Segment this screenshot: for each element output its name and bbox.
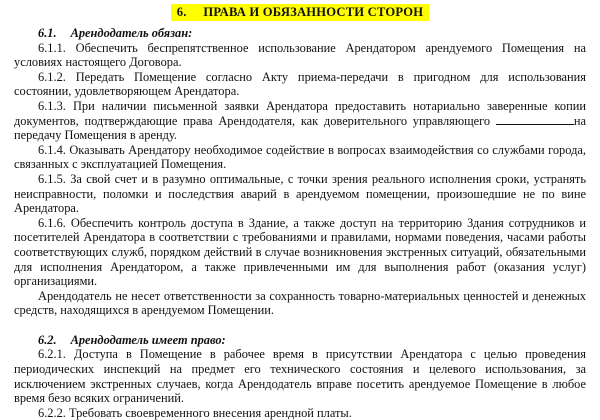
clause-6-1-4: 6.1.4. Оказывать Арендатору необходимое содействие в вопросах взаимодействия со службами города, связанных с эксплуатацией Помещения. <box>14 142 586 172</box>
section-6-2-heading-text: Арендодатель имеет право: <box>70 332 226 347</box>
clause-6-1-3-text-b: на передачу Помещения в аренду. <box>14 113 586 143</box>
clause-6-1-6: 6.1.6. Обеспечить контроль доступа в Здание, а также доступ на территорию Здания сотрудников и посетителей Арендатора в соответствии с требованиями и правилами, нормами поведения, часами работы соответствующих служб, порядком действий в случае возникновения экстренных ситуаций, обязательными для исполнения Арендатором, а также привлеченными им для выполнения работ (оказания услуг) организациями. <box>14 215 586 289</box>
clause-6-1-2: 6.1.2. Передать Помещение согласно Акту приема-передачи в пригодном для использования состоянии, удовлетворяющем Арендатора. <box>14 69 586 99</box>
clause-6-1-3-text-a: 6.1.3. При наличии письменной заявки Арендатора предоставить нотариально заверенные копии документов, подтверждающие права Арендодателя, как доверительного управляющего <box>14 98 586 128</box>
section-6-2-number: 6.2. <box>38 332 57 347</box>
clause-6-2-2: 6.2.2. Требовать своевременного внесения арендной платы. <box>38 405 352 420</box>
clause-6-2-1: 6.2.1. Доступа в Помещение в рабочее время в присутствии Арендатора с целью проведения периодических инспекций на предмет его технического состояния и целевого использования, за исключением экстренных случаев, когда Арендодатель вправе посетить арендуемое Помещение в любое время безо всяких ограничений. <box>14 347 586 406</box>
clause-6-1-5: 6.1.5. За свой счет и в разумно оптимальные, с точки зрения реального исполнения сроки, устранять неисправности, поломки и последствия аварий в арендуемом помещении, произошедшие не по вине Арендатора. <box>14 171 586 216</box>
blank-underline <box>496 114 574 125</box>
section-6-1-number: 6.1. <box>38 26 57 40</box>
spacer <box>14 318 586 333</box>
section-6-1-heading <box>14 26 586 41</box>
title-row <box>14 4 586 26</box>
section-6-1-heading-text: Арендодатель обязан: <box>70 26 193 40</box>
liability-note: Арендодатель не несет ответственности за сохранность товарно-материальных ценностей и денежных средств, находящихся в арендуемом Помещении. <box>14 288 586 318</box>
clause-6-1-1: 6.1.1. Обеспечить беспрепятственное использование Арендатором арендуемого Помещения на условиях настоящего Договора. <box>14 40 586 70</box>
section-6-2-heading <box>14 333 586 348</box>
clause-6-1-3 <box>14 99 586 143</box>
section-title: 6. ПРАВА И ОБЯЗАННОСТИ СТОРОН <box>171 4 429 21</box>
